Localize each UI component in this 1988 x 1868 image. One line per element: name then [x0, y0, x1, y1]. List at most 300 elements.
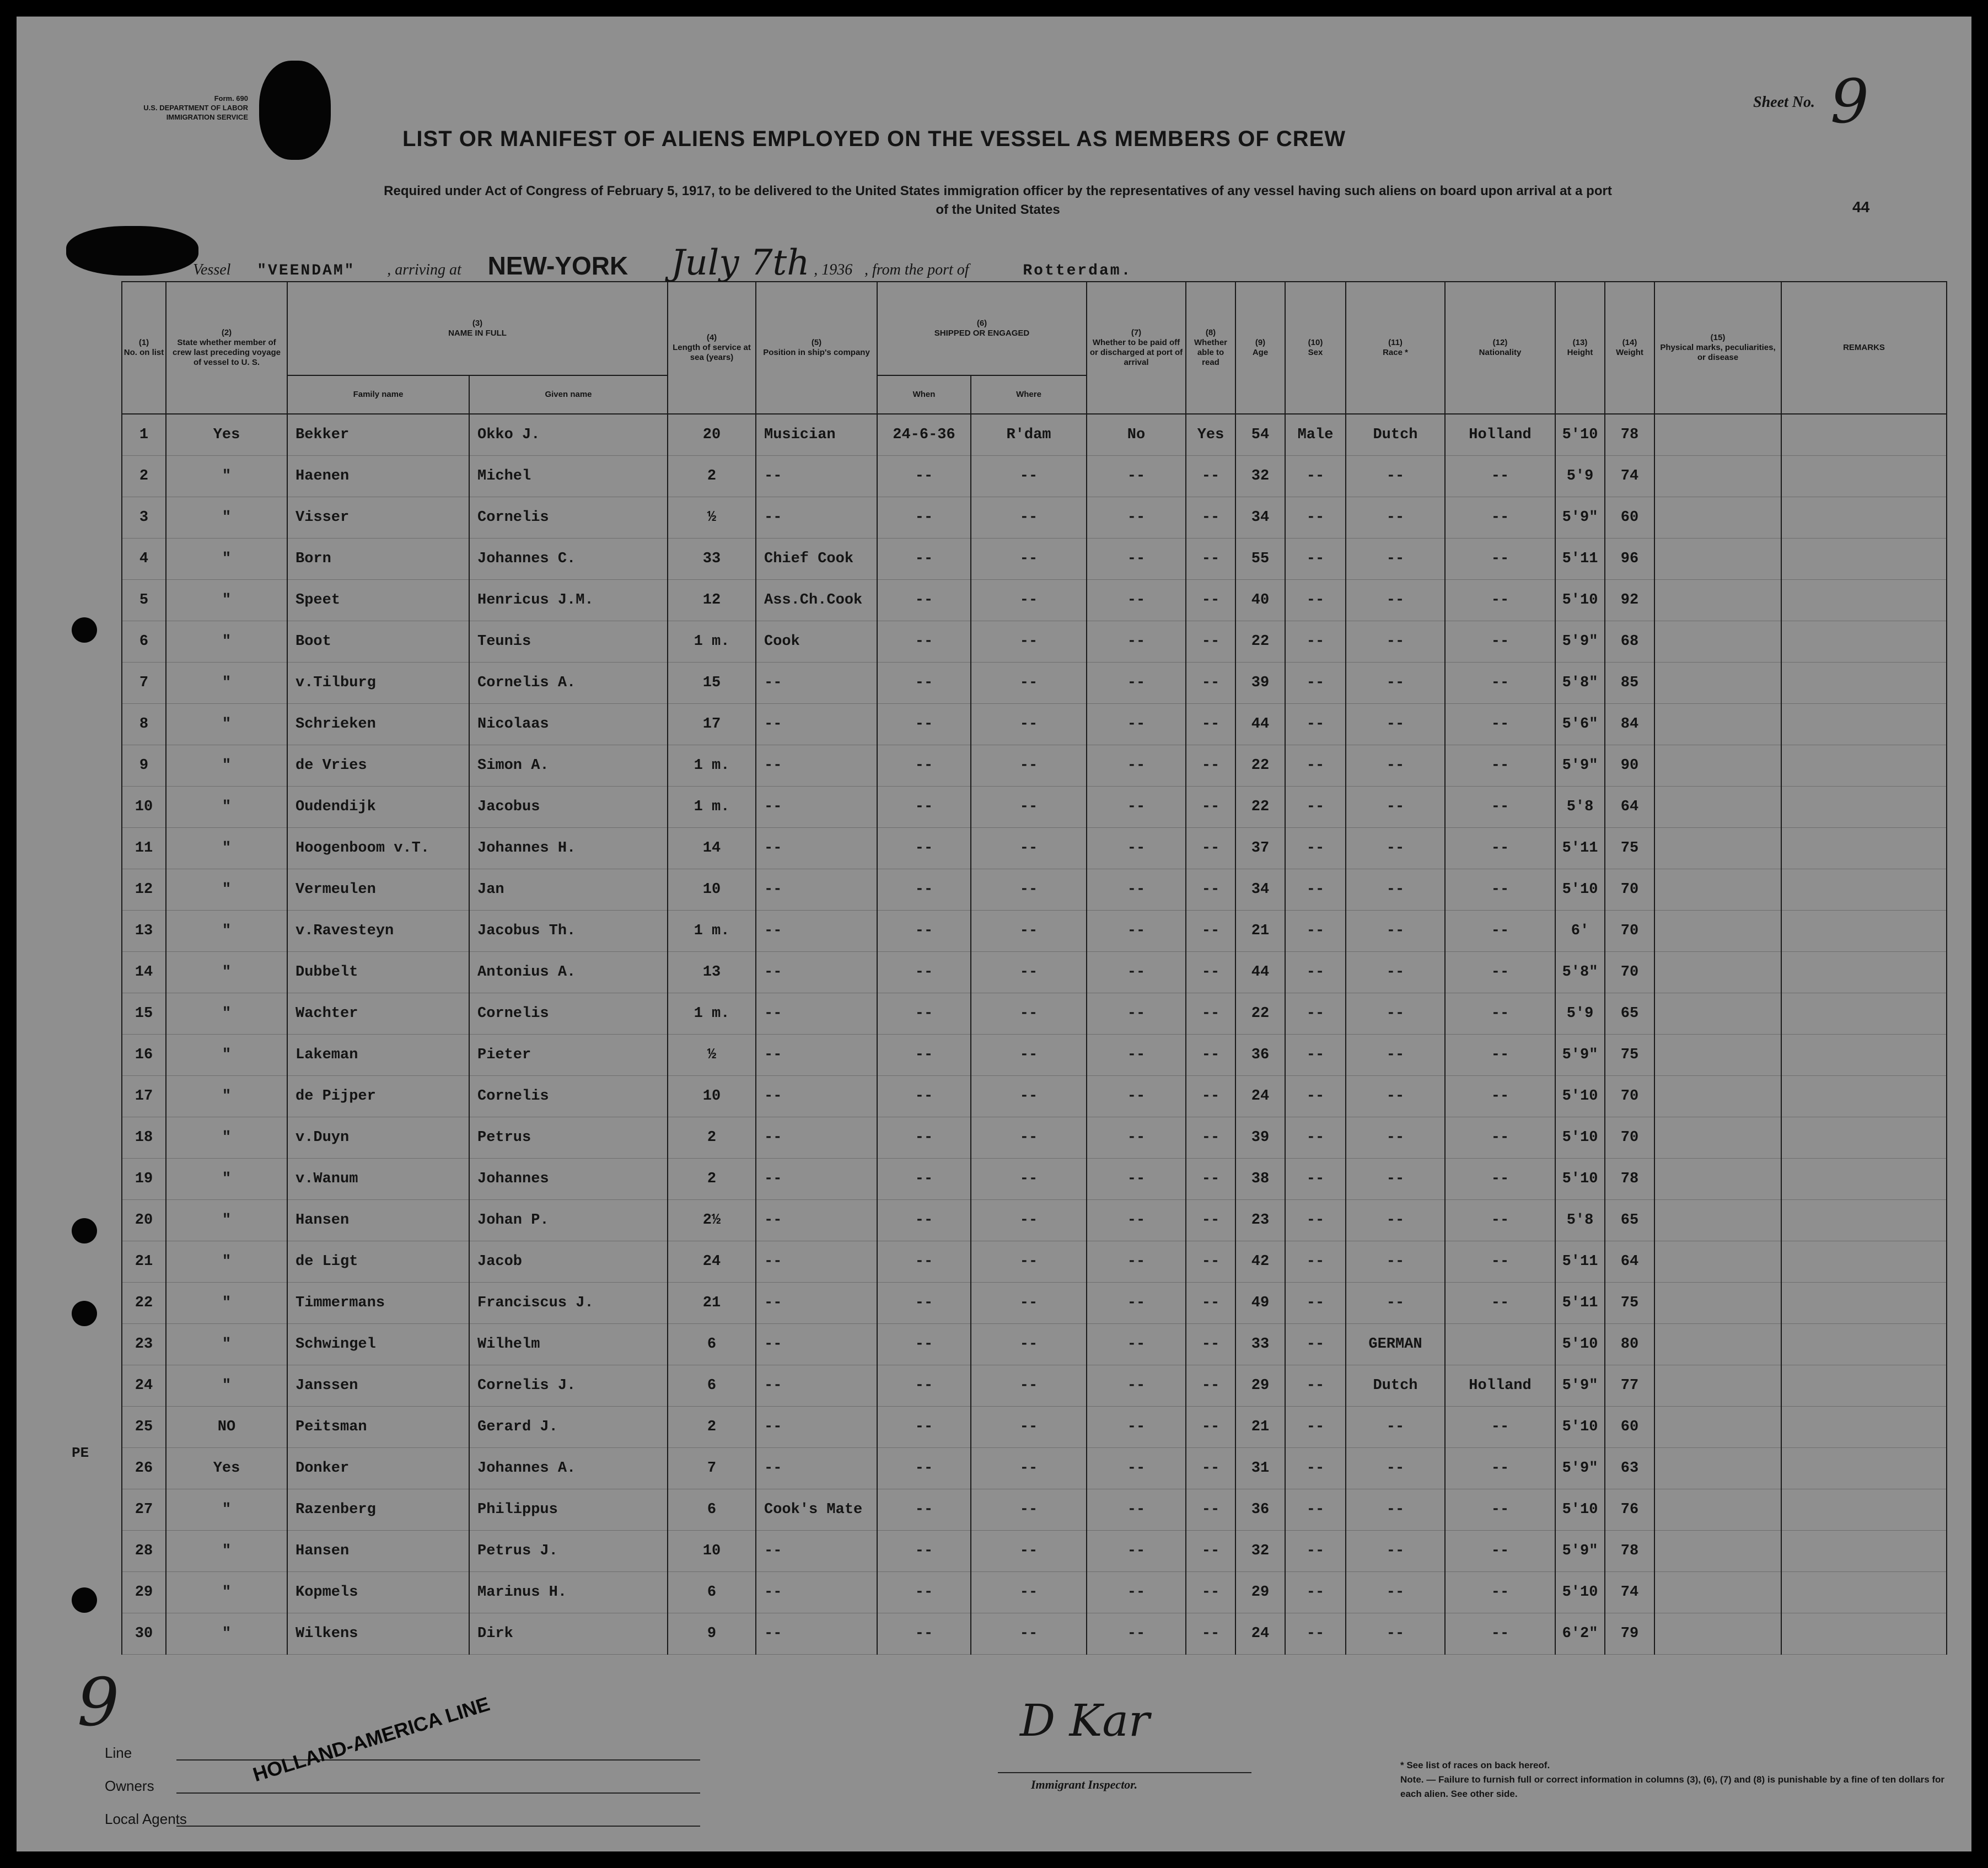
col-header-race: (11) Race * — [1346, 282, 1445, 414]
service-length-cell: 9 — [668, 1613, 756, 1655]
age-cell: 29 — [1235, 1365, 1285, 1407]
paid-off-cell: No — [1087, 414, 1186, 456]
row-number-cell: 8 — [122, 704, 166, 745]
race-cell: -- — [1346, 456, 1445, 497]
table-row — [122, 1531, 1947, 1572]
sex-cell: -- — [1285, 621, 1346, 663]
nationality-cell: -- — [1445, 869, 1555, 911]
shipped-where-cell: -- — [971, 1200, 1087, 1241]
physical-marks-cell — [1654, 539, 1781, 580]
table-row — [122, 1035, 1947, 1076]
row-number-cell: 10 — [122, 787, 166, 828]
weight-cell: 75 — [1605, 1035, 1654, 1076]
remarks-cell — [1781, 745, 1947, 787]
physical-marks-cell — [1654, 1241, 1781, 1283]
service-length-cell: 6 — [668, 1324, 756, 1365]
weight-cell: 64 — [1605, 1241, 1654, 1283]
arrival-year: , 1936 — [814, 261, 853, 278]
height-cell: 5'6" — [1555, 704, 1605, 745]
ink-blot — [259, 61, 331, 160]
remarks-cell — [1781, 911, 1947, 952]
able-to-read-cell: -- — [1186, 1531, 1235, 1572]
arrival-date: July 7th — [670, 243, 810, 283]
height-cell: 5'8" — [1555, 663, 1605, 704]
given-name-cell: Henricus J.M. — [469, 580, 668, 621]
shipped-when-cell: -- — [877, 911, 971, 952]
sheet-number: 9 — [1830, 66, 1869, 137]
table-row — [122, 911, 1947, 952]
able-to-read-cell: -- — [1186, 787, 1235, 828]
shipped-when-cell: -- — [877, 1489, 971, 1531]
col-header-read: (8) Whether able to read — [1186, 282, 1235, 414]
shipped-when-cell: -- — [877, 580, 971, 621]
height-cell: 5'9" — [1555, 1035, 1605, 1076]
physical-marks-cell — [1654, 1117, 1781, 1159]
prev-voyage-cell: " — [166, 787, 287, 828]
age-cell: 38 — [1235, 1159, 1285, 1200]
paid-off-cell: -- — [1087, 704, 1186, 745]
nationality-cell: -- — [1445, 1572, 1555, 1613]
family-name-cell: Kopmels — [287, 1572, 469, 1613]
service-length-cell: 24 — [668, 1241, 756, 1283]
given-name-cell: Cornelis A. — [469, 663, 668, 704]
able-to-read-cell: -- — [1186, 1324, 1235, 1365]
family-name-cell: Haenen — [287, 456, 469, 497]
sex-cell: -- — [1285, 580, 1346, 621]
age-cell: 39 — [1235, 1117, 1285, 1159]
service-length-cell: 12 — [668, 580, 756, 621]
service-length-cell: 1 m. — [668, 621, 756, 663]
service-length-cell: 2½ — [668, 1200, 756, 1241]
height-cell: 5'10 — [1555, 1407, 1605, 1448]
nationality-cell: -- — [1445, 1117, 1555, 1159]
shipped-where-cell: -- — [971, 1283, 1087, 1324]
row-number-cell: 3 — [122, 497, 166, 539]
race-cell: -- — [1346, 1489, 1445, 1531]
family-name-cell: Hoogenboom v.T. — [287, 828, 469, 869]
prev-voyage-cell: " — [166, 1076, 287, 1117]
paid-off-cell: -- — [1087, 456, 1186, 497]
shipped-where-cell: -- — [971, 1572, 1087, 1613]
shipped-where-cell: -- — [971, 1159, 1087, 1200]
shipped-when-cell: -- — [877, 869, 971, 911]
footer-owners-label: Owners — [105, 1778, 154, 1794]
weight-cell: 79 — [1605, 1613, 1654, 1655]
height-cell: 5'11 — [1555, 539, 1605, 580]
weight-cell: 60 — [1605, 1407, 1654, 1448]
height-cell: 5'9" — [1555, 745, 1605, 787]
physical-marks-cell — [1654, 1200, 1781, 1241]
row-number-cell: 30 — [122, 1613, 166, 1655]
paid-off-cell: -- — [1087, 1117, 1186, 1159]
punch-hole — [72, 1301, 97, 1326]
arriving-label: , arriving at — [387, 261, 461, 278]
physical-marks-cell — [1654, 1407, 1781, 1448]
table-row — [122, 539, 1947, 580]
race-cell: GERMAN — [1346, 1324, 1445, 1365]
physical-marks-cell — [1654, 1035, 1781, 1076]
able-to-read-cell: -- — [1186, 1035, 1235, 1076]
form-identifier — [83, 94, 248, 122]
row-number-cell: 9 — [122, 745, 166, 787]
family-name-cell: Peitsman — [287, 1407, 469, 1448]
weight-cell: 84 — [1605, 704, 1654, 745]
col-header-where: Where — [971, 375, 1087, 414]
shipped-where-cell: -- — [971, 497, 1087, 539]
given-name-cell: Johan P. — [469, 1200, 668, 1241]
given-name-cell: Johannes H. — [469, 828, 668, 869]
sex-cell: -- — [1285, 1531, 1346, 1572]
sex-cell: -- — [1285, 1572, 1346, 1613]
table-row — [122, 828, 1947, 869]
shipped-where-cell: -- — [971, 787, 1087, 828]
given-name-cell: Johannes C. — [469, 539, 668, 580]
footer-notes — [1400, 1758, 1952, 1801]
family-name-cell: Born — [287, 539, 469, 580]
prev-voyage-cell: " — [166, 993, 287, 1035]
inspector-signature: D Kar — [1020, 1695, 1150, 1746]
shipped-when-cell: -- — [877, 952, 971, 993]
paid-off-cell: -- — [1087, 1283, 1186, 1324]
remarks-cell — [1781, 1572, 1947, 1613]
prev-voyage-cell: NO — [166, 1407, 287, 1448]
remarks-cell — [1781, 1448, 1947, 1489]
punch-hole — [72, 617, 97, 643]
physical-marks-cell — [1654, 1159, 1781, 1200]
able-to-read-cell: -- — [1186, 1200, 1235, 1241]
age-cell: 44 — [1235, 952, 1285, 993]
family-name-cell: v.Tilburg — [287, 663, 469, 704]
position-cell: -- — [756, 663, 877, 704]
note-failure: Note. — Failure to furnish full or correct information in columns (3), (6), (7) and (8) is punishable by a fine of ten dollars for each alien. See other side. — [1400, 1774, 1945, 1799]
row-number-cell: 4 — [122, 539, 166, 580]
physical-marks-cell — [1654, 580, 1781, 621]
height-cell: 5'10 — [1555, 1324, 1605, 1365]
shipped-when-cell: -- — [877, 1200, 971, 1241]
weight-cell: 70 — [1605, 952, 1654, 993]
race-cell: -- — [1346, 869, 1445, 911]
sex-cell: -- — [1285, 1200, 1346, 1241]
shipped-where-cell: -- — [971, 952, 1087, 993]
height-cell: 5'11 — [1555, 1241, 1605, 1283]
physical-marks-cell — [1654, 704, 1781, 745]
shipped-when-cell: -- — [877, 1531, 971, 1572]
race-cell: Dutch — [1346, 414, 1445, 456]
sex-cell: -- — [1285, 828, 1346, 869]
col-header-when: When — [877, 375, 971, 414]
position-cell: -- — [756, 1117, 877, 1159]
paid-off-cell: -- — [1087, 869, 1186, 911]
position-cell: -- — [756, 1572, 877, 1613]
given-name-cell: Okko J. — [469, 414, 668, 456]
age-cell: 34 — [1235, 869, 1285, 911]
family-name-cell: Boot — [287, 621, 469, 663]
given-name-cell: Gerard J. — [469, 1407, 668, 1448]
height-cell: 5'9" — [1555, 1365, 1605, 1407]
row-number-cell: 5 — [122, 580, 166, 621]
weight-cell: 76 — [1605, 1489, 1654, 1531]
given-name-cell: Jacob — [469, 1241, 668, 1283]
shipped-where-cell: -- — [971, 456, 1087, 497]
sex-cell: -- — [1285, 952, 1346, 993]
paid-off-cell: -- — [1087, 539, 1186, 580]
sex-cell: -- — [1285, 1076, 1346, 1117]
from-port-label: , from the port of — [864, 261, 969, 278]
prev-voyage-cell: " — [166, 1531, 287, 1572]
remarks-cell — [1781, 456, 1947, 497]
nationality-cell: -- — [1445, 663, 1555, 704]
row-marker: PE — [72, 1445, 89, 1461]
nationality-cell: -- — [1445, 704, 1555, 745]
shipped-where-cell: -- — [971, 745, 1087, 787]
sex-cell: -- — [1285, 1613, 1346, 1655]
weight-cell: 65 — [1605, 1200, 1654, 1241]
able-to-read-cell: -- — [1186, 704, 1235, 745]
physical-marks-cell — [1654, 1489, 1781, 1531]
service-length-cell: 6 — [668, 1572, 756, 1613]
able-to-read-cell: -- — [1186, 1572, 1235, 1613]
ink-blot — [66, 226, 198, 276]
service-length-cell: 7 — [668, 1448, 756, 1489]
row-number-cell: 6 — [122, 621, 166, 663]
nationality-cell: -- — [1445, 456, 1555, 497]
document-subtitle — [116, 182, 1880, 219]
table-row — [122, 497, 1947, 539]
prev-voyage-cell: " — [166, 621, 287, 663]
position-cell: -- — [756, 745, 877, 787]
shipped-when-cell: -- — [877, 993, 971, 1035]
col-header-family: Family name — [287, 375, 469, 414]
footer-agents-label: Local Agents — [105, 1811, 187, 1827]
weight-cell: 70 — [1605, 1117, 1654, 1159]
col-header-height: (13) Height — [1555, 282, 1605, 414]
weight-cell: 85 — [1605, 663, 1654, 704]
paid-off-cell: -- — [1087, 745, 1186, 787]
weight-cell: 70 — [1605, 1076, 1654, 1117]
height-cell: 6'2" — [1555, 1613, 1605, 1655]
table-row — [122, 1283, 1947, 1324]
height-cell: 5'9" — [1555, 621, 1605, 663]
service-length-cell: 15 — [668, 663, 756, 704]
race-cell: -- — [1346, 704, 1445, 745]
given-name-cell: Cornelis — [469, 1076, 668, 1117]
weight-cell: 96 — [1605, 539, 1654, 580]
shipped-where-cell: -- — [971, 828, 1087, 869]
prev-voyage-cell: Yes — [166, 414, 287, 456]
able-to-read-cell: -- — [1186, 621, 1235, 663]
table-row — [122, 1076, 1947, 1117]
race-cell: -- — [1346, 1076, 1445, 1117]
age-cell: 22 — [1235, 787, 1285, 828]
col-header-remarks: REMARKS — [1781, 282, 1947, 414]
paid-off-cell: -- — [1087, 1035, 1186, 1076]
able-to-read-cell: -- — [1186, 869, 1235, 911]
position-cell: Musician — [756, 414, 877, 456]
shipped-where-cell: -- — [971, 1324, 1087, 1365]
physical-marks-cell — [1654, 663, 1781, 704]
subtitle-line-2: of the United States — [936, 202, 1060, 217]
nationality-cell: -- — [1445, 993, 1555, 1035]
remarks-cell — [1781, 1117, 1947, 1159]
col-header-paid-off: (7) Whether to be paid off or discharged at port of arrival — [1087, 282, 1186, 414]
able-to-read-cell: -- — [1186, 580, 1235, 621]
age-cell: 33 — [1235, 1324, 1285, 1365]
given-name-cell: Teunis — [469, 621, 668, 663]
table-row — [122, 1572, 1947, 1613]
nationality-cell: -- — [1445, 745, 1555, 787]
remarks-cell — [1781, 1035, 1947, 1076]
race-cell: -- — [1346, 539, 1445, 580]
height-cell: 5'8 — [1555, 787, 1605, 828]
shipped-when-cell: -- — [877, 704, 971, 745]
family-name-cell: Lakeman — [287, 1035, 469, 1076]
age-cell: 32 — [1235, 456, 1285, 497]
paid-off-cell: -- — [1087, 1324, 1186, 1365]
service-length-cell: 13 — [668, 952, 756, 993]
given-name-cell: Wilhelm — [469, 1324, 668, 1365]
corner-handwritten-mark: 9 — [77, 1665, 120, 1741]
race-cell: -- — [1346, 1200, 1445, 1241]
service-length-cell: 6 — [668, 1365, 756, 1407]
prev-voyage-cell: " — [166, 580, 287, 621]
prev-voyage-cell: " — [166, 497, 287, 539]
weight-cell: 74 — [1605, 456, 1654, 497]
remarks-cell — [1781, 993, 1947, 1035]
table-row — [122, 952, 1947, 993]
given-name-cell: Antonius A. — [469, 952, 668, 993]
remarks-cell — [1781, 1613, 1947, 1655]
age-cell: 36 — [1235, 1035, 1285, 1076]
shipped-where-cell: -- — [971, 539, 1087, 580]
remarks-cell — [1781, 1283, 1947, 1324]
nationality-cell: -- — [1445, 787, 1555, 828]
vessel-line — [193, 243, 1132, 283]
service-length-cell: 33 — [668, 539, 756, 580]
signature-rule — [998, 1772, 1251, 1773]
col-header-position: (5) Position in ship's company — [756, 282, 877, 414]
physical-marks-cell — [1654, 787, 1781, 828]
sex-cell: Male — [1285, 414, 1346, 456]
position-cell: Cook's Mate — [756, 1489, 877, 1531]
race-cell: -- — [1346, 1283, 1445, 1324]
nationality-cell: Holland — [1445, 414, 1555, 456]
company-stamp: HOLLAND-AMERICA LINE — [250, 1692, 492, 1786]
family-name-cell: de Ligt — [287, 1241, 469, 1283]
nationality-cell: -- — [1445, 1489, 1555, 1531]
physical-marks-cell — [1654, 497, 1781, 539]
remarks-cell — [1781, 497, 1947, 539]
shipped-where-cell: -- — [971, 621, 1087, 663]
row-number-cell: 18 — [122, 1117, 166, 1159]
shipped-when-cell: -- — [877, 621, 971, 663]
prev-voyage-cell: " — [166, 911, 287, 952]
paid-off-cell: -- — [1087, 993, 1186, 1035]
vessel-label: Vessel — [193, 261, 231, 278]
position-cell: Ass.Ch.Cook — [756, 580, 877, 621]
col-header-service: (4) Length of service at sea (years) — [668, 282, 756, 414]
prev-voyage-cell: " — [166, 1324, 287, 1365]
row-number-cell: 20 — [122, 1200, 166, 1241]
nationality-cell: Holland — [1445, 1365, 1555, 1407]
row-number-cell: 16 — [122, 1035, 166, 1076]
table-row — [122, 745, 1947, 787]
weight-cell: 78 — [1605, 1531, 1654, 1572]
prev-voyage-cell: " — [166, 1613, 287, 1655]
position-cell: -- — [756, 1531, 877, 1572]
physical-marks-cell — [1654, 1531, 1781, 1572]
table-row — [122, 414, 1947, 456]
shipped-where-cell: -- — [971, 1035, 1087, 1076]
weight-cell: 74 — [1605, 1572, 1654, 1613]
table-row — [122, 621, 1947, 663]
col-header-given: Given name — [469, 375, 668, 414]
remarks-cell — [1781, 663, 1947, 704]
prev-voyage-cell: " — [166, 1117, 287, 1159]
race-cell: -- — [1346, 952, 1445, 993]
weight-cell: 60 — [1605, 497, 1654, 539]
shipped-where-cell: R'dam — [971, 414, 1087, 456]
race-cell: -- — [1346, 787, 1445, 828]
family-name-cell: Schwingel — [287, 1324, 469, 1365]
sex-cell: -- — [1285, 497, 1346, 539]
able-to-read-cell: -- — [1186, 1407, 1235, 1448]
nationality-cell: -- — [1445, 911, 1555, 952]
document-title: LIST OR MANIFEST OF ALIENS EMPLOYED ON THE VESSEL AS MEMBERS OF CREW — [402, 127, 1346, 151]
height-cell: 5'10 — [1555, 869, 1605, 911]
weight-cell: 75 — [1605, 1283, 1654, 1324]
remarks-cell — [1781, 1241, 1947, 1283]
service-length-cell: 1 m. — [668, 787, 756, 828]
shipped-where-cell: -- — [971, 1407, 1087, 1448]
position-cell: -- — [756, 497, 877, 539]
row-number-cell: 12 — [122, 869, 166, 911]
family-name-cell: v.Wanum — [287, 1159, 469, 1200]
shipped-when-cell: -- — [877, 1117, 971, 1159]
remarks-cell — [1781, 704, 1947, 745]
race-cell: -- — [1346, 1531, 1445, 1572]
col-header-state: (2) State whether member of crew last preceding voyage of vessel to U. S. — [166, 282, 287, 414]
sex-cell: -- — [1285, 539, 1346, 580]
given-name-cell: Johannes — [469, 1159, 668, 1200]
position-cell: -- — [756, 1613, 877, 1655]
family-name-cell: Visser — [287, 497, 469, 539]
height-cell: 5'9" — [1555, 1448, 1605, 1489]
row-number-cell: 28 — [122, 1531, 166, 1572]
row-number-cell: 15 — [122, 993, 166, 1035]
shipped-when-cell: -- — [877, 1572, 971, 1613]
physical-marks-cell — [1654, 456, 1781, 497]
nationality-cell — [1445, 1324, 1555, 1365]
position-cell: -- — [756, 704, 877, 745]
remarks-cell — [1781, 1365, 1947, 1407]
weight-cell: 80 — [1605, 1324, 1654, 1365]
remarks-cell — [1781, 1159, 1947, 1200]
position-cell: -- — [756, 1035, 877, 1076]
able-to-read-cell: -- — [1186, 1117, 1235, 1159]
family-name-cell: de Vries — [287, 745, 469, 787]
position-cell: -- — [756, 952, 877, 993]
service-length-cell: 20 — [668, 414, 756, 456]
shipped-when-cell: -- — [877, 456, 971, 497]
prev-voyage-cell: " — [166, 952, 287, 993]
crew-rows — [122, 414, 1947, 1655]
position-cell: -- — [756, 869, 877, 911]
weight-cell: 70 — [1605, 869, 1654, 911]
nationality-cell: -- — [1445, 1613, 1555, 1655]
service-length-cell: 17 — [668, 704, 756, 745]
able-to-read-cell: -- — [1186, 911, 1235, 952]
prev-voyage-cell: " — [166, 1035, 287, 1076]
